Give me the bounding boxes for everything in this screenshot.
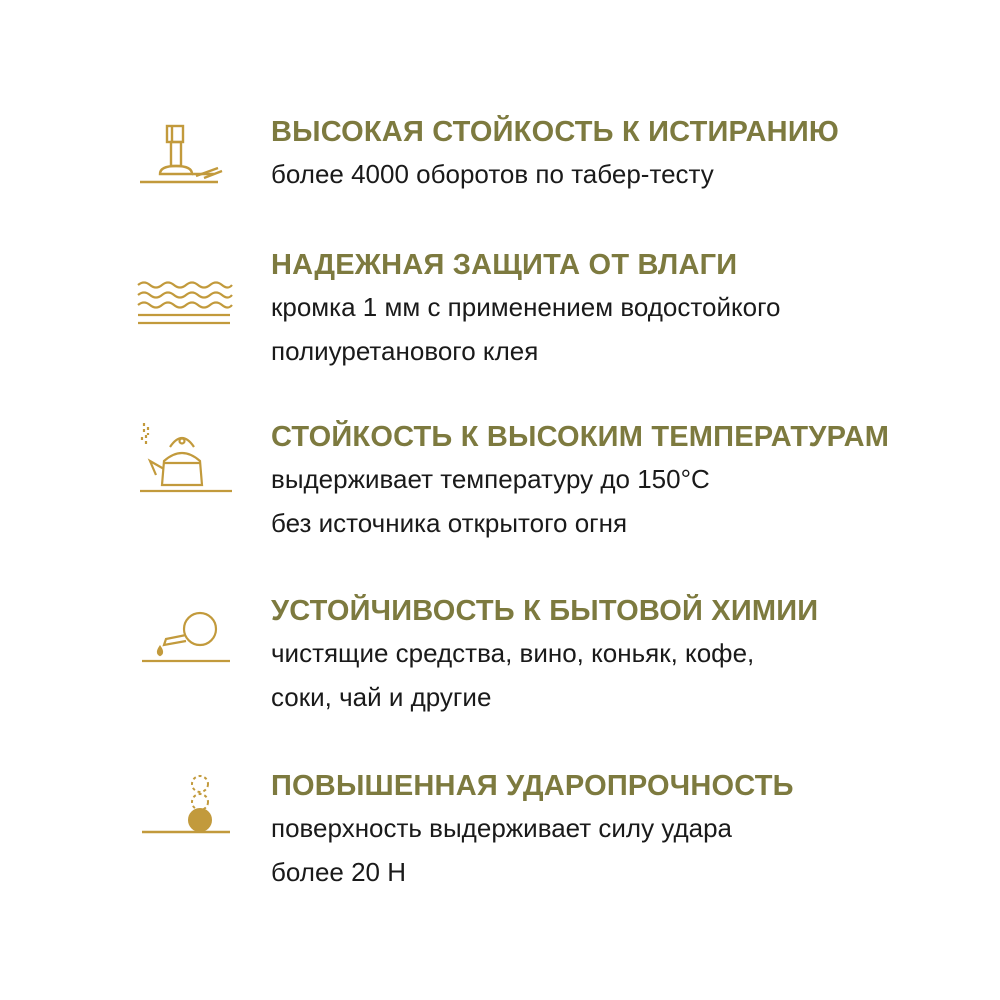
feature-description-line: выдерживает температуру до 150°С bbox=[271, 464, 710, 494]
water-waves-icon bbox=[130, 271, 240, 361]
feature-description-line: соки, чай и другие bbox=[271, 682, 492, 712]
feature-description-line: поверхность выдерживает силу удара bbox=[271, 813, 733, 843]
feature-title: ВЫСОКАЯ СТОЙКОСТЬ К ИСТИРАНИЮ bbox=[271, 116, 839, 148]
feature-description-line: чистящие средства, вино, коньяк, кофе, bbox=[271, 638, 755, 668]
feature-description-line: более 4000 оборотов по табер-тесту bbox=[271, 159, 714, 189]
feature-title: УСТОЙЧИВОСТЬ К БЫТОВОЙ ХИМИИ bbox=[271, 595, 819, 627]
falling-ball-impact-icon bbox=[130, 768, 240, 858]
chemical-flask-icon bbox=[130, 595, 240, 685]
feature-text bbox=[271, 112, 971, 196]
feature-text bbox=[271, 766, 971, 894]
hot-kettle-icon bbox=[130, 417, 240, 507]
feature-description-line: кромка 1 мм с применением водостойкого bbox=[271, 292, 781, 322]
feature-title: НАДЕЖНАЯ ЗАЩИТА ОТ ВЛАГИ bbox=[271, 249, 738, 281]
feature-text bbox=[271, 591, 971, 719]
feature-description-line: полиуретанового клея bbox=[271, 336, 539, 366]
feature-description-line: более 20 Н bbox=[271, 857, 407, 887]
feature-text bbox=[271, 417, 971, 545]
feature-title: ПОВЫШЕННАЯ УДАРОПРОЧНОСТЬ bbox=[271, 770, 794, 802]
feature-description-line: без источника открытого огня bbox=[271, 508, 628, 538]
feature-title: СТОЙКОСТЬ К ВЫСОКИМ ТЕМПЕРАТУРАМ bbox=[271, 421, 890, 453]
abrasion-test-icon bbox=[130, 118, 240, 208]
feature-text bbox=[271, 245, 971, 373]
